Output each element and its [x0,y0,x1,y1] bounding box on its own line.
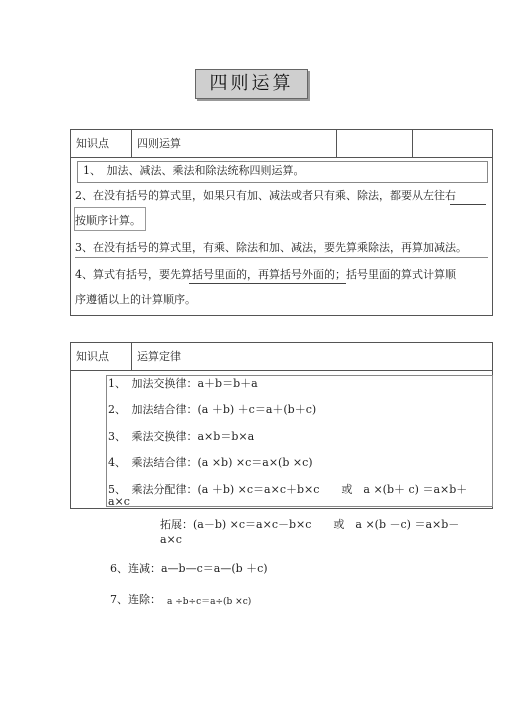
law-4: 4、 乘法结合律：(a ×b) ×c＝a×(b ×c) [108,456,313,469]
continuous-division-formula: a ÷b÷c＝a÷(b ×c) [167,597,252,607]
law-1: 1、 加法交换律：a＋b＝b＋a [108,377,258,390]
column-divider [131,343,132,370]
extension-rule: 拓展：(a－b) ×c＝a×c－b×c 或 a ×(b －c) ＝a×b－ [160,518,460,531]
underline-mark [450,204,486,205]
knowledge-table-arithmetic [70,129,493,316]
rule-item-4: 4、算式有括号，要先算括号里面的，再算括号外面的；括号里面的算式计算顺 [75,268,456,281]
header-label: 知识点 [76,350,109,363]
rule-item-1: 1、 加法、减法、乘法和除法统称四则运算。 [83,164,305,177]
header-label: 知识点 [76,137,109,150]
law-5: 5、 乘法分配律：(a ＋b) ×c＝a×c＋b×c 或 a ×(b＋ c) ＝a×b＋ [108,483,468,496]
law-2: 2、 加法结合律：(a ＋b) ＋c＝a＋(b＋c) [108,403,317,416]
knowledge-table-laws [70,342,493,509]
continuous-division-label: 7、连除： [110,593,161,606]
underline-mark [75,257,488,258]
law-3: 3、 乘法交换律：a×b＝b×a [108,430,255,443]
underline-mark [189,283,346,284]
table-row-divider [71,370,492,371]
header-topic: 运算定律 [137,350,181,363]
rule-item-2-cont: 按顺序计算。 [75,214,141,227]
header-topic: 四则运算 [137,137,181,150]
column-divider [131,130,132,157]
extension-rule-cont: a×c [160,533,182,546]
continuous-subtraction: 6、连减：a—b—c＝a—(b ＋c) [110,562,268,575]
column-divider [412,130,413,157]
rule-item-4-cont: 序遵循以上的计算顺序。 [75,293,196,306]
column-divider [336,130,337,157]
law-5-cont: a×c [108,495,130,508]
table-row-divider [71,157,492,158]
rule-item-2: 2、在没有括号的算式里，如果只有加、减法或者只有乘、除法，都要从左往右 [75,189,456,202]
page-title: 四则运算 [195,69,308,99]
rule-item-3: 3、在没有括号的算式里，有乘、除法和加、减法，要先算乘除法，再算加减法。 [75,241,467,254]
